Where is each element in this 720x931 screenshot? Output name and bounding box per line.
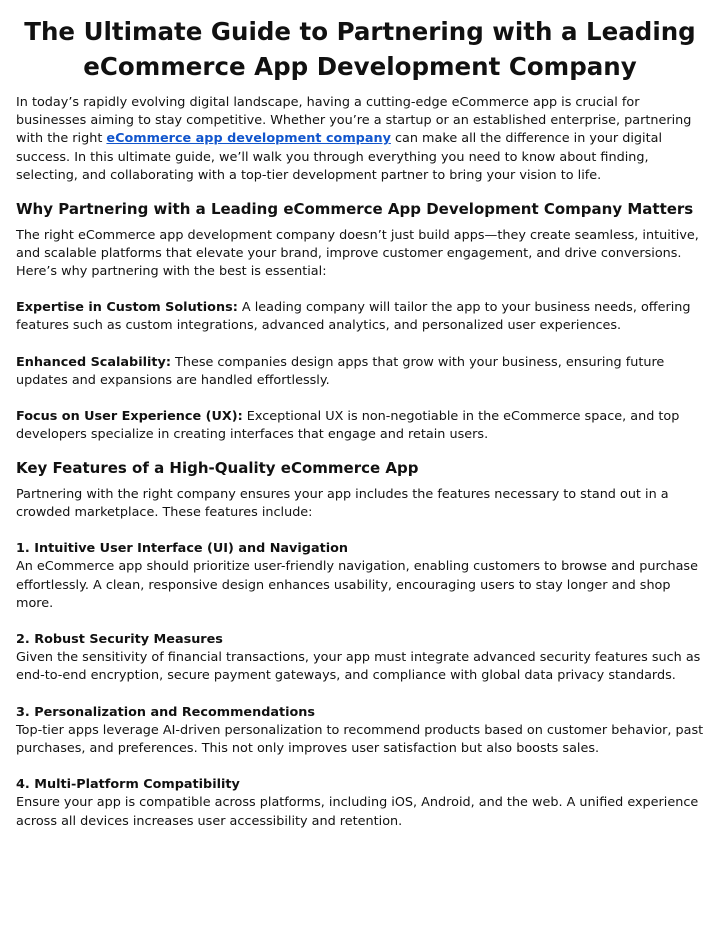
point-label: Focus on User Experience (UX): bbox=[16, 408, 243, 424]
point-text: These companies design apps that grow with your business, ensuring future updates and expansions are handled effortlessly. bbox=[16, 354, 665, 388]
feature-title-ui-navigation bbox=[16, 540, 704, 558]
intro-paragraph bbox=[16, 94, 704, 185]
feature-text-security: Given the sensitivity of financial transactions, your app must integrate advanced security features such as end-to-end encryption, secure payment gateways, and compliance with global data privacy standards. bbox=[16, 650, 701, 684]
intro-text-before: In today’s rapidly evolving digital landscape, having a cutting-edge eCommerce app is crucial for businesses aiming to stay competitive. Whether you’re a startup or an established enterprise, partnering with the right bbox=[16, 95, 692, 147]
section-intro-why-partnering: The right eCommerce app development company doesn’t just build apps—they create seamless, intuitive, and scalable platforms that elevate your brand, improve customer engagement, and drive conversions. Here’s why partnering with the best is essential: bbox=[16, 227, 699, 279]
point-scalability bbox=[16, 354, 704, 390]
section-heading-why-partnering: Why Partnering with a Leading eCommerce App Development Company Matters bbox=[16, 200, 694, 219]
feature-title: 2. Robust Security Measures bbox=[16, 632, 223, 648]
page-title: The Ultimate Guide to Partnering with a Leading eCommerce App Development Company bbox=[24, 17, 696, 81]
point-expertise bbox=[16, 299, 704, 335]
feature-text-personalization: Top-tier apps leverage AI-driven personalization to recommend products based on customer behavior, past purchases, and preferences. This not only improves user satisfaction but also boosts sales. bbox=[16, 722, 704, 757]
section-intro-key-features: Partnering with the right company ensures your app includes the features necessary to stand out in a crowded marketplace. These features include: bbox=[16, 486, 669, 521]
point-label: Expertise in Custom Solutions: bbox=[16, 300, 238, 316]
feature-title-multi-platform bbox=[16, 776, 704, 794]
intro-text-after: can make all the difference in your digital success. In this ultimate guide, we’ll walk you through everything you need to know about finding, selecting, and collaborating with a top-tier development partner to bring your vision to life. bbox=[16, 131, 663, 183]
feature-text-ui-navigation: An eCommerce app should prioritize user-friendly navigation, enabling customers to browse and purchase effortlessly. A clean, responsive design enhances usability, encouraging users to stay longer and shop more. bbox=[16, 559, 698, 611]
feature-title: 4. Multi-Platform Compatibility bbox=[16, 777, 240, 793]
point-text: Exceptional UX is non-negotiable in the eCommerce space, and top developers specialize in creating interfaces that engage and retain users. bbox=[16, 408, 680, 443]
ecommerce-app-development-company-link[interactable]: eCommerce app development company bbox=[106, 131, 391, 147]
point-label: Enhanced Scalability: bbox=[16, 354, 171, 370]
feature-title: 1. Intuitive User Interface (UI) and Navigation bbox=[16, 541, 348, 557]
feature-text-multi-platform: Ensure your app is compatible across platforms, including iOS, Android, and the web. A unified experience across all devices increases user accessibility and retention. bbox=[16, 795, 699, 829]
section-heading-key-features: Key Features of a High-Quality eCommerce App bbox=[16, 459, 419, 478]
feature-title-personalization bbox=[16, 704, 704, 722]
feature-title: 3. Personalization and Recommendations bbox=[16, 704, 316, 720]
point-user-experience bbox=[16, 408, 704, 444]
point-text: A leading company will tailor the app to your business needs, offering features such as custom integrations, advanced analytics, and personalized user experiences. bbox=[16, 300, 691, 334]
feature-title-security bbox=[16, 631, 704, 649]
